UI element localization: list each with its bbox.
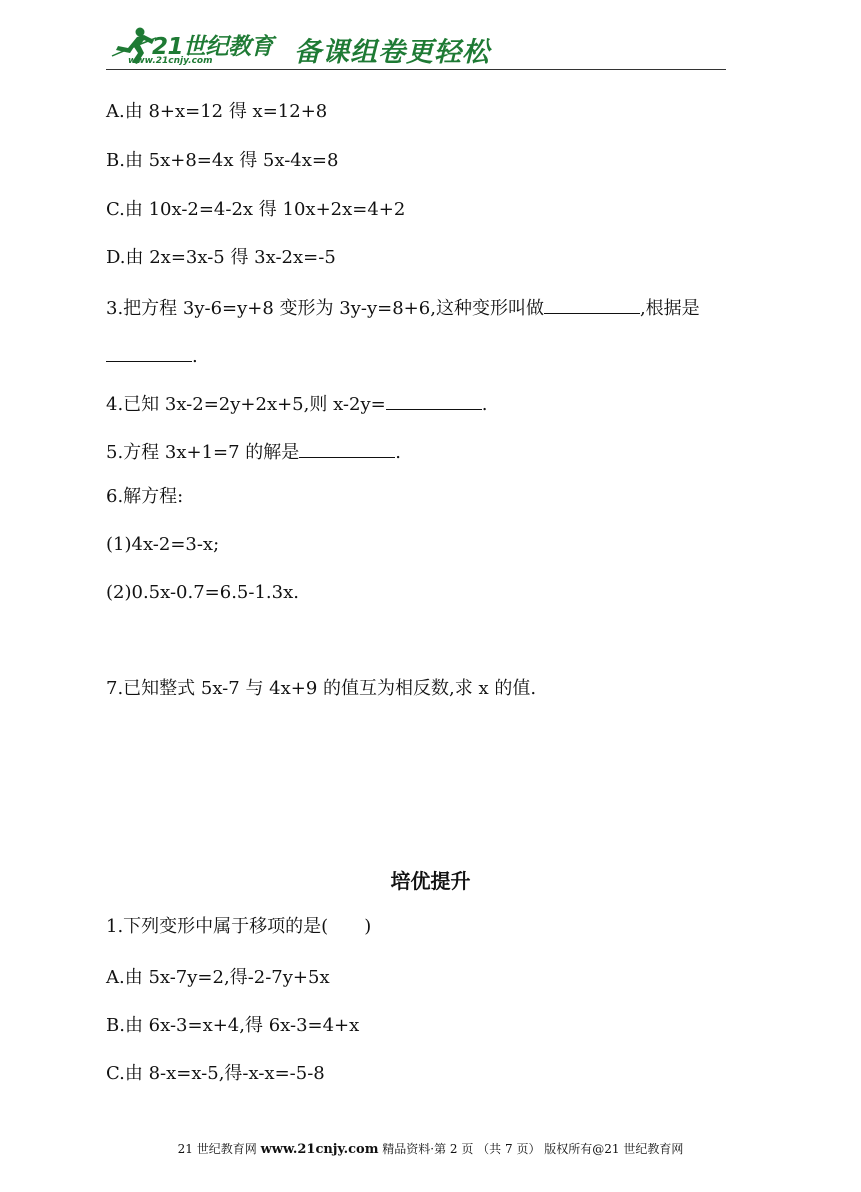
answer-blank[interactable] — [544, 294, 640, 314]
section-title: 培优提升 — [390, 869, 471, 893]
question-5-text: 5.方程 3x+1=7 的解是 — [106, 442, 300, 463]
question-7: 7.已知整式 5x-7 与 4x+9 的值互为相反数,求 x 的值. — [106, 678, 537, 699]
answer-blank[interactable] — [299, 438, 395, 458]
question-3 — [106, 294, 700, 321]
advanced-q1-option-c: C.由 8-x=x-5,得-x-x=-5-8 — [106, 1063, 325, 1084]
question-5 — [106, 438, 401, 465]
q2-option-c: C.由 10x-2=4-2x 得 10x+2x=4+2 — [106, 199, 406, 220]
header-slogan: 备课组卷更轻松 — [294, 37, 490, 68]
page-header — [106, 26, 726, 70]
brand-name: 21世纪教育 — [152, 34, 274, 60]
q2-option-d: D.由 2x=3x-5 得 3x-2x=-5 — [106, 247, 336, 268]
question-6-part-1: (1)4x-2=3-x; — [106, 534, 220, 555]
brand-url: www.21cnjy.com — [128, 56, 213, 66]
question-6-title: 6.解方程: — [106, 486, 184, 507]
question-3-continued — [106, 342, 198, 369]
question-4 — [106, 390, 487, 417]
question-4-text: 4.已知 3x-2=2y+2x+5,则 x-2y= — [106, 394, 386, 415]
period: . — [481, 394, 488, 415]
q2-option-a: A.由 8+x=12 得 x=12+8 — [106, 101, 328, 122]
answer-blank[interactable] — [106, 342, 192, 362]
advanced-question-1: 1.下列变形中属于移项的是( ) — [106, 916, 372, 937]
question-3-text-2: ,根据是 — [639, 298, 700, 319]
q2-option-b: B.由 5x+8=4x 得 5x-4x=8 — [106, 150, 339, 171]
answer-blank[interactable] — [386, 390, 482, 410]
question-6-part-2: (2)0.5x-0.7=6.5-1.3x. — [106, 582, 299, 603]
footer-site-name: 21 世纪教育网 — [177, 1142, 257, 1156]
footer-site-url[interactable]: www.21cnjy.com — [260, 1142, 379, 1157]
footer-info: 精品资料·第 2 页 （共 7 页） 版权所有@21 世纪教育网 — [382, 1142, 684, 1156]
period: . — [395, 442, 402, 463]
advanced-q1-option-a: A.由 5x-7y=2,得-2-7y+5x — [106, 967, 330, 988]
advanced-q1-option-b: B.由 6x-3=x+4,得 6x-3=4+x — [106, 1015, 360, 1036]
period: . — [192, 346, 198, 367]
page-footer — [0, 1140, 861, 1159]
header-divider — [106, 69, 726, 70]
question-3-text: 3.把方程 3y-6=y+8 变形为 3y-y=8+6,这种变形叫做 — [106, 298, 544, 319]
